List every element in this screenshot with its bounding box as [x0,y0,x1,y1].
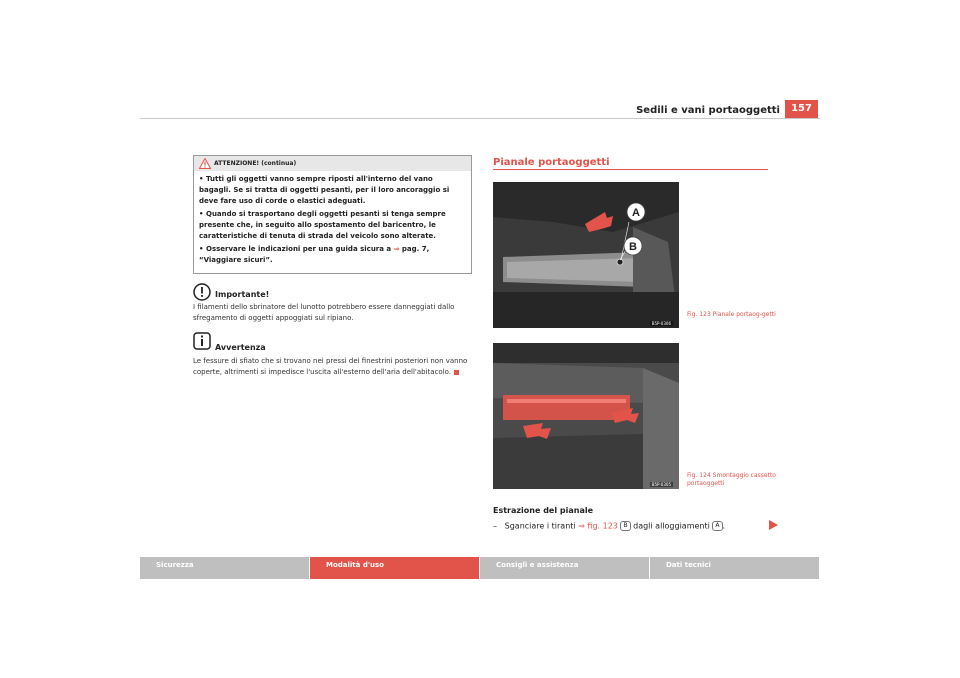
advice-heading: Avvertenza [215,343,266,352]
warning-heading: ATTENZIONE! (continua) [214,160,297,167]
page-number: 157 [785,100,818,118]
continue-arrow-icon[interactable] [769,520,778,530]
label-a: A [632,207,640,219]
warning-item: • Osservare le indicazioni per una guida sicura a ⇒ pag. 7, “Viaggiare sicuri”. [199,245,430,264]
page-reference-link[interactable]: pag. 7, “Viaggiare sicuri”. [199,245,430,264]
warning-item: • Quando si trasportano degli oggetti pesanti si tenga sempre presente che, in seguito allo spostamento del baricentro, le caratteristiche di tenuta di strada del veicolo sono alterate. [199,210,446,240]
warning-triangle-icon [199,158,211,169]
chapter-title: Sedili e vani portaoggetti [636,105,780,116]
section-end-marker-icon [454,370,459,375]
warning-item: • Tutti gli oggetti vanno sempre riposti all'interno del vano bagagli. Se si tratta di oggetti pesanti, per il loro ancoraggio si deve fare uso di corde o elastici adeguati. [199,175,450,205]
figure-code: B5P-0306 [651,321,671,326]
footer-tab-dati-tecnici[interactable]: Dati tecnici [650,557,820,579]
section-title: Pianale portaoggetti [493,157,610,168]
figure-124-photo [493,343,679,489]
figure-code: B5P-0305 [651,482,671,487]
procedure-step: – Sganciare i tiranti ⇒ fig. 123 B dagli alloggiamenti A . [493,521,726,531]
section-divider [493,169,768,170]
procedure-heading: Estrazione del pianale [493,506,594,515]
important-heading: Importante! [215,290,270,299]
key-b: B [620,521,630,531]
advice-text: Le fessure di sfiato che si trovano nei pressi dei finestrini posteriori non vanno coperte, altrimenti si impedisce l'uscita all'esterno dell'aria dell'abitacolo. [193,357,468,376]
figure-reference-arrow: ⇒ [578,521,585,531]
footer-nav [140,557,820,579]
warning-header [194,156,471,171]
advice-note-icon [193,332,211,350]
figure-123-caption: Fig. 123 Pianale portaog-getti [687,311,776,318]
footer-tab-sicurezza[interactable]: Sicurezza [140,557,310,579]
warning-box [193,155,472,274]
figure-124-caption: Fig. 124 Smontaggio cassetto portaoggetti [687,472,776,487]
important-text: I filamenti dello sbrinatore del lunotto potrebbero essere danneggiati dallo sfregamento di oggetti appoggiati sul ripiano. [193,303,455,322]
footer-tab-modalita-duso[interactable]: Modalità d'uso [310,557,480,579]
label-b: B [629,241,637,253]
footer-tab-consigli[interactable]: Consigli e assistenza [480,557,650,579]
important-exclamation-icon [193,283,211,301]
header-divider [140,118,820,119]
key-a: A [712,521,722,531]
cross-reference-arrow: ⇒ [393,245,400,253]
figure-123-photo [493,182,679,328]
figure-reference-link[interactable]: fig. 123 [587,521,618,531]
